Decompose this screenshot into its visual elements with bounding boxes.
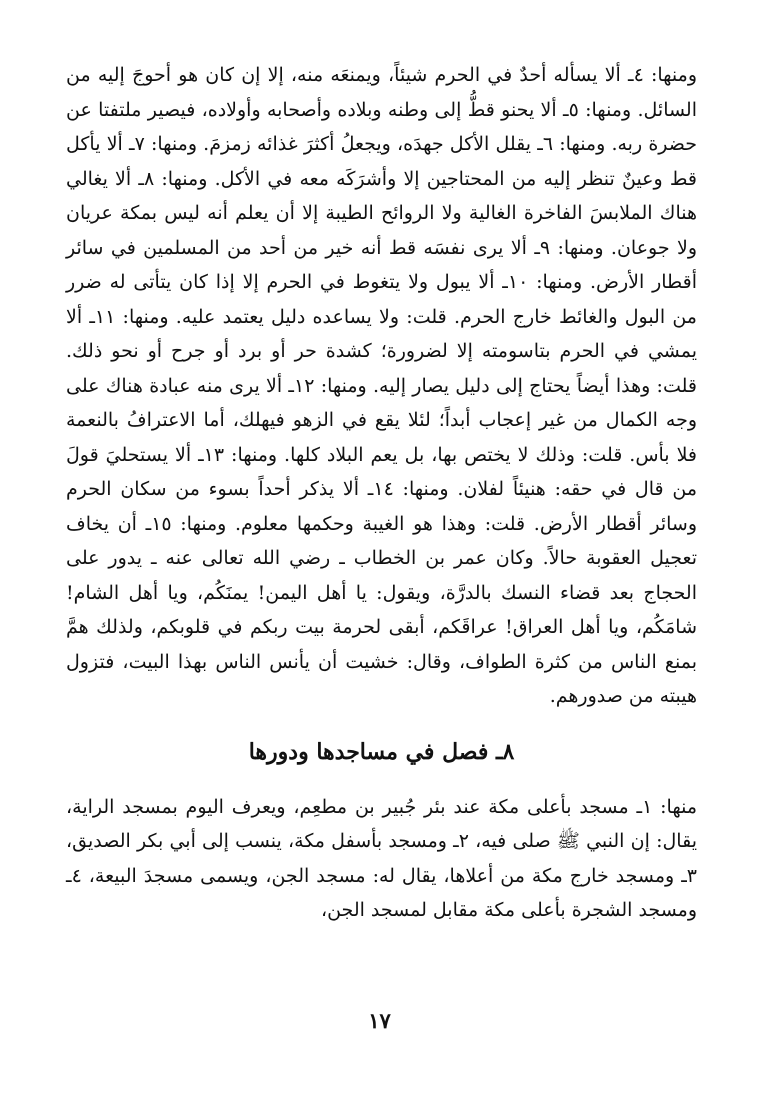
section-heading: ٨ـ فصل في مساجدها ودورها bbox=[248, 738, 515, 765]
section-paragraph: منها: ١ـ مسجد بأعلى مكة عند بئر جُبير بن مطعِم، ويعرف اليوم بمسجد الراية، يقال: إن النبي ﷺ صلى فيه، ٢ـ ومسجد بأسفل مكة، ينسب إلى أبي بكر الصديق، ٣ـ ومسجد خارج مكة من أعلاها، يقال له: مسجد الجن، ويسمى مسجدَ البيعة، ٤ـ ومسجد الشجرة بأعلى مكة مقابل لمسجد الجن، bbox=[66, 795, 698, 921]
page-number: ١٧ bbox=[368, 1008, 391, 1033]
main-paragraph: ومنها: ٤ـ ألا يسأله أحدٌ في الحرم شيئاً، ويمنعَه منه، إلا إن كان هو أحوجَ إليه من السائل. ومنها: ٥ـ ألا يحنو قطُّ إلى وطنه وبلاده وأصحابه وأولاده، فيصير ملتفتا عن حضرة ربه. ومنها: ٦ـ يقلل الأكل جهدَه، ويجعلُ أكثرَ غذائه زمزمَ. ومنها: ٧ـ ألا يأكل قط وعينٌ تنظر إليه من المحتاجين إلا وأشرَكَه معه في الأكل. ومنها: ٨ـ ألا يغالي هناك الملابسَ الفاخرة الغالية ولا الروائح الطيبة إلا أن يعلم أنه ليس بمكة عريان ولا جوعان. ومنها: ٩ـ ألا يرى نفسَه قط أنه خير من أحد من المسلمين في سائر أقطار الأرض. ومنها: ١٠ـ ألا يبول ولا يتغوط في الحرم إلا إذا كان يتأتى له ضرر من البول والغائط خارج الحرم. قلت: ولا يساعده دليل يعتمد عليه. ومنها: ١١ـ ألا يمشي في الحرم بتاسومته إلا لضرورة؛ كشدة حر أو برد أو جرح أو نحو ذلك. قلت: وهذا أيضاً يحتاج إلى دليل يصار إليه. ومنها: ١٢ـ ألا يرى منه عبادة هناك على وجه الكمال من غير إعجاب أبداً؛ لئلا يقع في الزهو فيهلك، أما الاعترافُ بالنعمة فلا بأس. قلت: وذلك لا يختص بها، بل يعم البلاد كلها. ومنها: ١٣ـ ألا يستحليَ قولَ من قال في حقه: هنيئاً لفلان. ومنها: ١٤ـ ألا يذكر أحداً بسوء من سكان الحرم وسائر أقطار الأرض. قلت: وهذا هو الغيبة وحكمها معلوم. ومنها: ١٥ـ أن يخاف تعجيل العقوبة حالاً. وكان عمر بن الخطاب ـ رضي الله تعالى عنه ـ يدور على الحجاج بعد قضاء النسك بالدرَّة، ويقول: يا أهل اليمن! يمنَكُم، ويا أهل الشام! شامَكُم، ويا أهل العراق! عراقَكم، أبقى لحرمة بيت ربكم في قلوبكم، ولذلك همَّ بمنع الناس من كثرة الطواف، وقال: خشيت أن يأنس الناس بهذا البيت، فتزول هيبته من صدورهم. bbox=[66, 64, 698, 707]
